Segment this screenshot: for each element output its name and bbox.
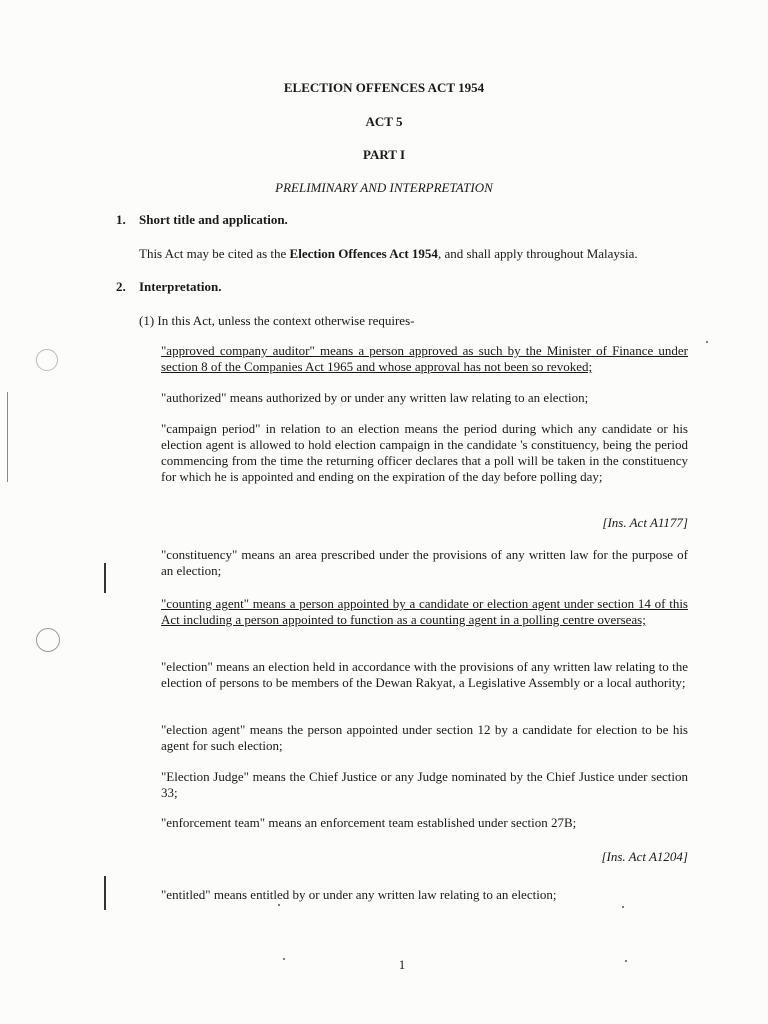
scan-speck <box>706 341 708 343</box>
section-2-number: 2. <box>116 279 126 294</box>
section-1-heading: Short title and application. <box>139 212 288 227</box>
section-1-text <box>139 246 699 262</box>
scan-edge-mark <box>7 392 8 482</box>
scan-speck <box>278 904 280 906</box>
amendment-note-a1177: [Ins. Act A1177] <box>602 515 688 530</box>
definition-constituency: "constituency" means an area prescribed under the provisions of any written law for the purpose of an election; <box>161 547 688 578</box>
part-number: PART I <box>362 147 406 162</box>
definition-election-judge: "Election Judge" means the Chief Justice or any Judge nominated by the Chief Justice under section 33; <box>161 769 688 800</box>
margin-change-bar <box>104 563 106 593</box>
punch-hole-mark <box>36 349 58 371</box>
section-1-text-after: , and shall apply throughout Malaysia. <box>437 246 638 261</box>
section-1-text-before: This Act may be cited as the <box>139 246 290 261</box>
definition-authorized: "authorized" means authorized by or under any written law relating to an election; <box>161 390 589 405</box>
definition-enforcement-team: "enforcement team" means an enforcement team established under section 27B; <box>161 815 577 830</box>
part-title: PRELIMINARY AND INTERPRETATION <box>275 180 493 195</box>
section-2-subsection-1: (1) In this Act, unless the context otherwise requires- <box>139 313 415 328</box>
scan-speck <box>283 958 285 960</box>
definition-counting-agent: "counting agent" means a person appointed by a candidate or election agent under section 14 of this Act including a person appointed to function as a counting agent in a polling centre overseas; <box>161 596 688 627</box>
section-1-act-name: Election Offences Act 1954 <box>289 246 438 261</box>
definition-election-agent: "election agent" means the person appointed under section 12 by a candidate for election to be his agent for such election; <box>161 722 688 753</box>
page-number: 1 <box>398 957 406 972</box>
section-2-heading: Interpretation. <box>139 279 222 294</box>
scan-speck <box>625 960 627 962</box>
punch-hole-mark <box>36 628 60 652</box>
margin-change-bar <box>104 876 106 910</box>
scan-speck <box>622 906 624 908</box>
act-title: ELECTION OFFENCES ACT 1954 <box>283 80 485 95</box>
definition-approved-company-auditor: "approved company auditor" means a person approved as such by the Minister of Finance under section 8 of the Companies Act 1965 and whose approval has not been so revoked; <box>161 343 688 374</box>
section-1-number: 1. <box>116 212 126 227</box>
definition-election: "election" means an election held in accordance with the provisions of any written law relating to the election of persons to be members of the Dewan Rakyat, a Legislative Assembly or a local authority; <box>161 659 688 690</box>
definition-campaign-period: "campaign period" in relation to an election means the period during which any candidate or his election agent is allowed to hold election campaign in the candidate 's constituency, being the period commencing from the time the returning officer declares that a poll will be taken in the constituency for which he is appointed and ending on the expiration of the day before polling day; <box>161 421 688 484</box>
act-number: ACT 5 <box>365 114 403 129</box>
definition-entitled: "entitled" means entitled by or under any written law relating to an election; <box>161 887 557 902</box>
amendment-note-a1204: [Ins. Act A1204] <box>601 849 688 864</box>
